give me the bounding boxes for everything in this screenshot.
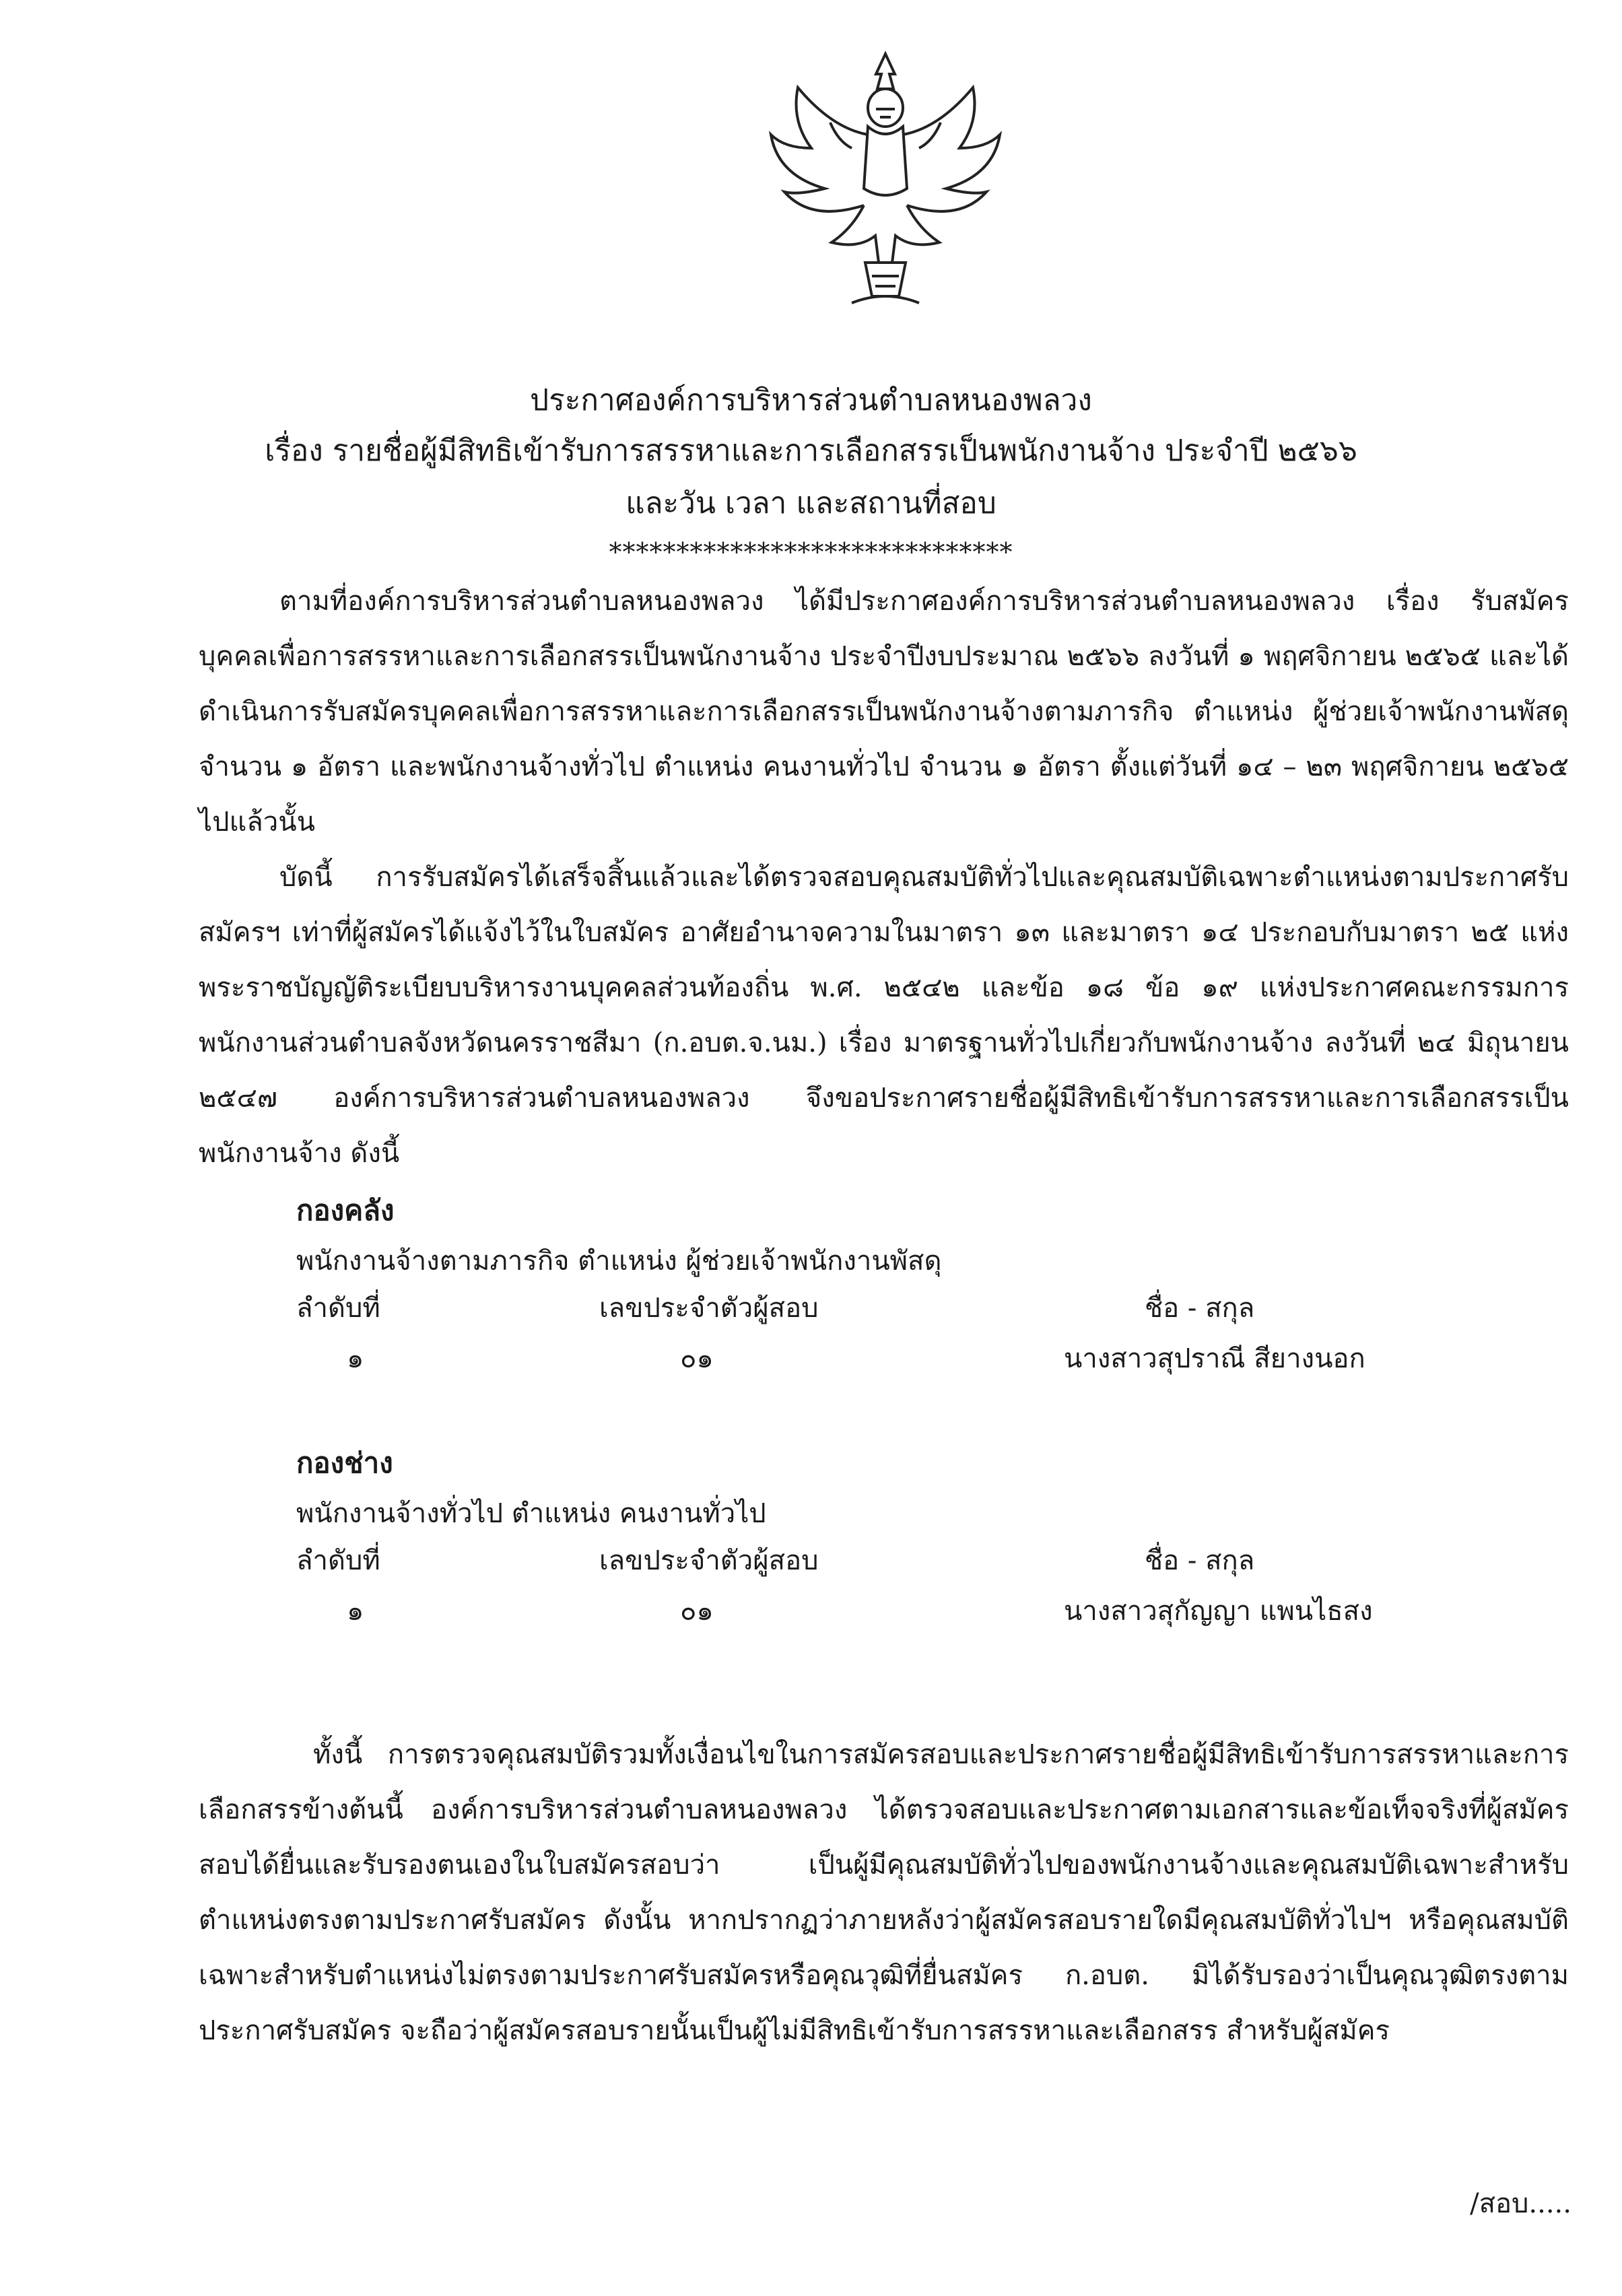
department-heading: กองคลัง [296,1194,395,1227]
row-order: ๑ [347,1596,364,1627]
row-exam-id: ๐๑ [680,1596,714,1627]
separator: ****************************** [609,537,1013,567]
intro-paragraph-text: ตามที่องค์การบริหารส่วนตำบลหนองพลวง ได้มีประกาศองค์การบริหารส่วนตำบลหนองพลวง เรื่อง รับสมัครบุคคลเพื่อการสรรหาและการเลือกสรรเป็นพนักงานจ้าง ประจำปีงบประมาณ ๒๕๖๖ ลงวันที่ ๑ พฤศจิกายน ๒๕๖๕ และได้ดำเนินการรับสมัครบุคคลเพื่อการสรรหาและการเลือกสรรเป็นพนักงานจ้างตามภารกิจ ตำแหน่ง ผู้ช่วยเจ้าพนักงานพัสดุ จำนวน ๑ อัตรา และพนักงานจ้างทั่วไป ตำแหน่ง คนงานทั่วไป จำนวน ๑ อัตรา ตั้งแต่วันที่ ๑๔ – ๒๓ พฤศจิกายน ๒๕๖๕ ไปแล้วนั้น [199,586,1569,838]
conditions-paragraph-text: ทั้งนี้ การตรวจคุณสมบัติรวมทั้งเงื่อนไขในการสมัครสอบและประกาศรายชื่อผู้มีสิทธิเข้ารับการสรรหาและการเลือกสรรข้างต้นนี้ องค์การบริหารส่วนตำบลหนองพลวง ได้ตรวจสอบและประกาศตามเอกสารและข้อเท็จจริงที่ผู้สมัครสอบได้ยื่นและรับรองตนเองในใบสมัครสอบว่า เป็นผู้มีคุณสมบัติทั่วไปของพนักงานจ้างและคุณสมบัติเฉพาะสำหรับตำแหน่งตรงตามประกาศรับสมัคร ดังนั้น หากปรากฏว่าภายหลังว่าผู้สมัครสอบรายใดมีคุณสมบัติทั่วไปฯ หรือคุณสมบัติเฉพาะสำหรับตำแหน่งไม่ตรงตามประกาศรับสมัครหรือคุณวุฒิที่ยื่นสมัคร ก.อบต. มิได้รับรองว่าเป็นคุณวุฒิตรงตามประกาศรับสมัคร จะถือว่าผู้สมัครสอบรายนั้นเป็นผู้ไม่มีสิทธิเข้ารับการสรรหาและเลือกสรร สำหรับผู้สมัคร [199,1739,1569,2046]
column-name-header: ชื่อ - สกุล [1145,1545,1255,1576]
position-line: พนักงานจ้างตามภารกิจ ตำแหน่ง ผู้ช่วยเจ้าพนักงานพัสดุ [296,1246,942,1277]
column-order-header: ลำดับที่ [296,1545,380,1576]
row-candidate-name: นางสาวสุปราณี สียางนอก [1064,1343,1365,1374]
column-order-header: ลำดับที่ [296,1293,380,1324]
intro-paragraph [199,574,1569,850]
notice-paragraph [199,850,1569,1181]
announcement-title: ประกาศองค์การบริหารส่วนตำบลหนองพลวง [530,383,1092,417]
conditions-paragraph [199,1727,1569,2058]
position-line: พนักงานจ้างทั่วไป ตำแหน่ง คนงานทั่วไป [296,1498,766,1529]
page-continuation: /สอบ..... [1470,2188,1572,2219]
column-name-header: ชื่อ - สกุล [1145,1293,1255,1324]
column-id-header: เลขประจำตัวผู้สอบ [599,1293,819,1324]
column-id-header: เลขประจำตัวผู้สอบ [599,1545,819,1576]
announcement-subtitle: และวัน เวลา และสถานที่สอบ [626,486,996,520]
notice-paragraph-text: บัดนี้ การรับสมัครได้เสร็จสิ้นแล้วและได้ตรวจสอบคุณสมบัติทั่วไปและคุณสมบัติเฉพาะตำแหน่งตามประกาศรับสมัครฯ เท่าที่ผู้สมัครได้แจ้งไว้ในใบสมัคร อาศัยอำนาจความในมาตรา ๑๓ และมาตรา ๑๔ ประกอบกับมาตรา ๒๕ แห่งพระราชบัญญัติระเบียบบริหารงานบุคคลส่วนท้องถิ่น พ.ศ. ๒๕๔๒ และข้อ ๑๘ ข้อ ๑๙ แห่งประกาศคณะกรรมการพนักงานส่วนตำบลจังหวัดนครราชสีมา (ก.อบต.จ.นม.) เรื่อง มาตรฐานทั่วไปเกี่ยวกับพนักงานจ้าง ลงวันที่ ๒๔ มิถุนายน ๒๕๔๗ องค์การบริหารส่วนตำบลหนองพลวง จึงขอประกาศรายชื่อผู้มีสิทธิเข้ารับการสรรหาและการเลือกสรรเป็นพนักงานจ้าง ดังนี้ [199,862,1569,1169]
row-exam-id: ๐๑ [680,1343,714,1374]
garuda-emblem-icon [751,47,1020,310]
announcement-subject: เรื่อง รายชื่อผู้มีสิทธิเข้ารับการสรรหาและการเลือกสรรเป็นพนักงานจ้าง ประจำปี ๒๕๖๖ [265,434,1357,468]
department-heading: กองช่าง [296,1446,393,1479]
row-order: ๑ [347,1343,364,1374]
row-candidate-name: นางสาวสุกัญญา แพนไธสง [1064,1596,1373,1627]
